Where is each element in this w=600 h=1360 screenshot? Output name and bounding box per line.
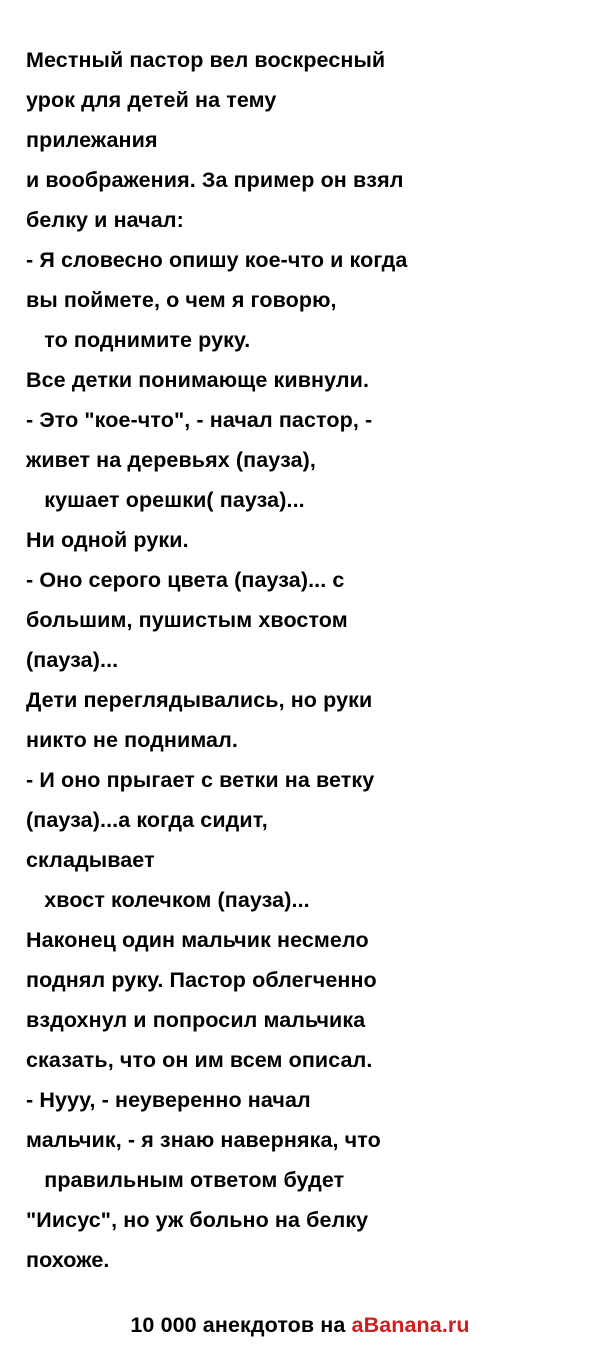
joke-line: живет на деревьях (пауза), [26, 448, 316, 472]
joke-line: - Оно серого цвета (пауза)... с [26, 568, 345, 592]
joke-line: Наконец один мальчик несмело [26, 928, 369, 952]
brand-name: Banana.ru [363, 1313, 470, 1337]
joke-line: никто не поднимал. [26, 728, 238, 752]
joke-line: - Я словесно опишу кое-что и когда [26, 248, 408, 272]
joke-line: вы поймете, о чем я говорю, [26, 288, 337, 312]
joke-line: Ни одной руки. [26, 528, 189, 552]
joke-line: (пауза)... [26, 648, 119, 672]
joke-line: белку и начал: [26, 208, 184, 232]
joke-line: то поднимите руку. [26, 328, 251, 352]
joke-line: и воображения. За пример он взял [26, 168, 404, 192]
joke-line: вздохнул и попросил мальчика [26, 1008, 366, 1032]
joke-line: урок для детей на тему [26, 88, 277, 112]
joke-line: мальчик, - я знаю наверняка, что [26, 1128, 381, 1152]
joke-line: похоже. [26, 1248, 110, 1272]
joke-line: правильным ответом будет [26, 1168, 345, 1192]
joke-line: Все детки понимающе кивнули. [26, 368, 370, 392]
joke-line: - И оно прыгает с ветки на ветку [26, 768, 375, 792]
joke-line: хвост колечком (пауза)... [26, 888, 310, 912]
joke-line: складывает [26, 848, 155, 872]
joke-text [26, 40, 574, 1280]
joke-line: (пауза)...а когда сидит, [26, 808, 268, 832]
site-footer [0, 1313, 600, 1338]
joke-line: "Иисус", но уж больно на белку [26, 1208, 369, 1232]
joke-line: сказать, что он им всем описал. [26, 1048, 373, 1072]
brand-initial: a [351, 1313, 364, 1337]
joke-line: кушает орешки( пауза)... [26, 488, 305, 512]
joke-line: - Нууу, - неуверенно начал [26, 1088, 311, 1112]
joke-line: большим, пушистым хвостом [26, 608, 348, 632]
footer-prefix-text: 10 000 анекдотов на [130, 1313, 352, 1337]
joke-line: - Это "кое-что", - начал пастор, - [26, 408, 373, 432]
abanana-link[interactable] [352, 1313, 470, 1337]
joke-line: прилежания [26, 128, 158, 152]
joke-line: Местный пастор вел воскресный [26, 48, 386, 72]
joke-line: поднял руку. Пастор облегченно [26, 968, 377, 992]
joke-line: Дети переглядывались, но руки [26, 688, 373, 712]
